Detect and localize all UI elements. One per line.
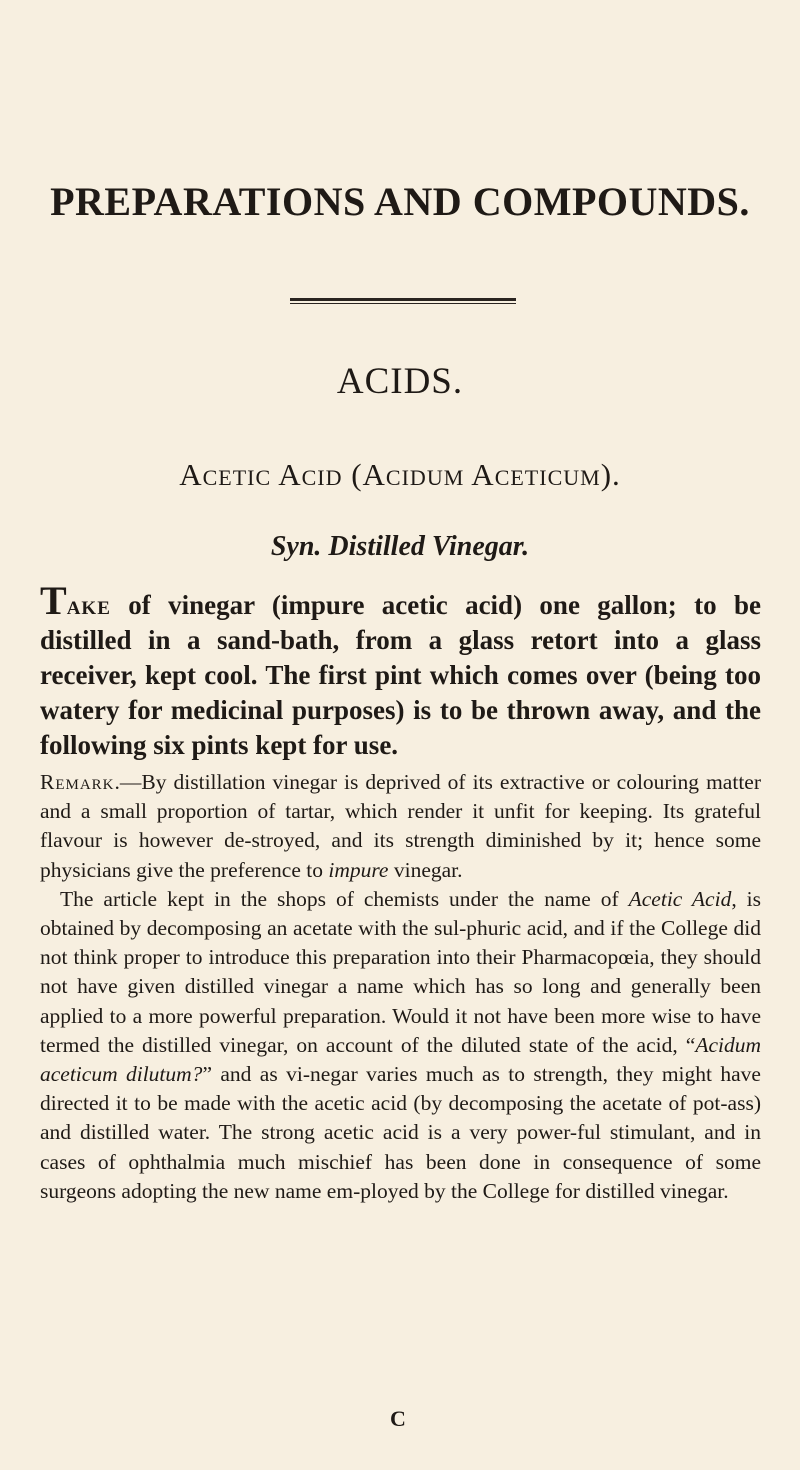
recipe-text: of vinegar (impure acetic acid) one gallon; to be distilled in a sand-bath, from a glass retort into a glass receiver, kept cool. The first pint which comes over (being too watery for medicinal purposes) is to be thrown away, and the following six pints kept for use. bbox=[40, 590, 761, 760]
remark-text: , is obtained by decomposing an acetate with the sul-phuric acid, and if the College did not think proper to introduce this preparation into their Pharmacopœia, they should not have given distilled vinegar a name which has so long and generally been applied to a more powerful preparation. Would it not have been more wise to have termed the distilled vinegar, on account of the diluted state of the acid, “ bbox=[40, 886, 762, 1057]
remark-italic: Acidum aceticum dilutum? bbox=[40, 1032, 761, 1087]
remark-text: ” and as vi-negar varies much as to strength, they might have directed it to be made with the acetic acid (by decomposing the acetate of pot-ass) and distilled water. The strong acetic acid is a very power-ful stimulant, and in cases of ophthalmia much mischief has been done in consequence of some surgeons adopting the new name em-ployed by the College for distilled vinegar. bbox=[40, 1062, 761, 1203]
remark-paragraph-2 bbox=[40, 885, 761, 1206]
remark-label: Remark bbox=[40, 770, 115, 794]
running-head: PREPARATIONS AND COMPOUNDS. bbox=[50, 179, 750, 224]
subtitle: Acetic Acid (Acidum Aceticum). bbox=[179, 457, 621, 492]
dropcap: T bbox=[40, 578, 67, 623]
header-rule bbox=[290, 298, 516, 304]
recipe-paragraph bbox=[40, 578, 761, 763]
synonym: Syn. Distilled Vinegar. bbox=[270, 531, 530, 562]
remark-text: vinegar. bbox=[388, 857, 463, 882]
remark-block bbox=[40, 768, 761, 1206]
remark-text: The article kept in the shops of chemists under the name of bbox=[60, 886, 629, 911]
section-title: ACIDS. bbox=[336, 361, 464, 402]
remark-paragraph-1 bbox=[40, 768, 761, 885]
remark-italic: impure bbox=[328, 857, 389, 882]
signature-mark: C bbox=[390, 1406, 406, 1431]
recipe-smallcaps: ake bbox=[66, 590, 111, 620]
remark-text: .—By distillation vinegar is deprived of its extractive or colouring matter and a small proportion of tartar, which render it unfit for keeping. Its grateful flavour is however de-stroyed, and its strength diminished by it; hence some physicians give the preference to bbox=[40, 770, 761, 882]
remark-italic: Acetic Acid bbox=[628, 886, 732, 911]
